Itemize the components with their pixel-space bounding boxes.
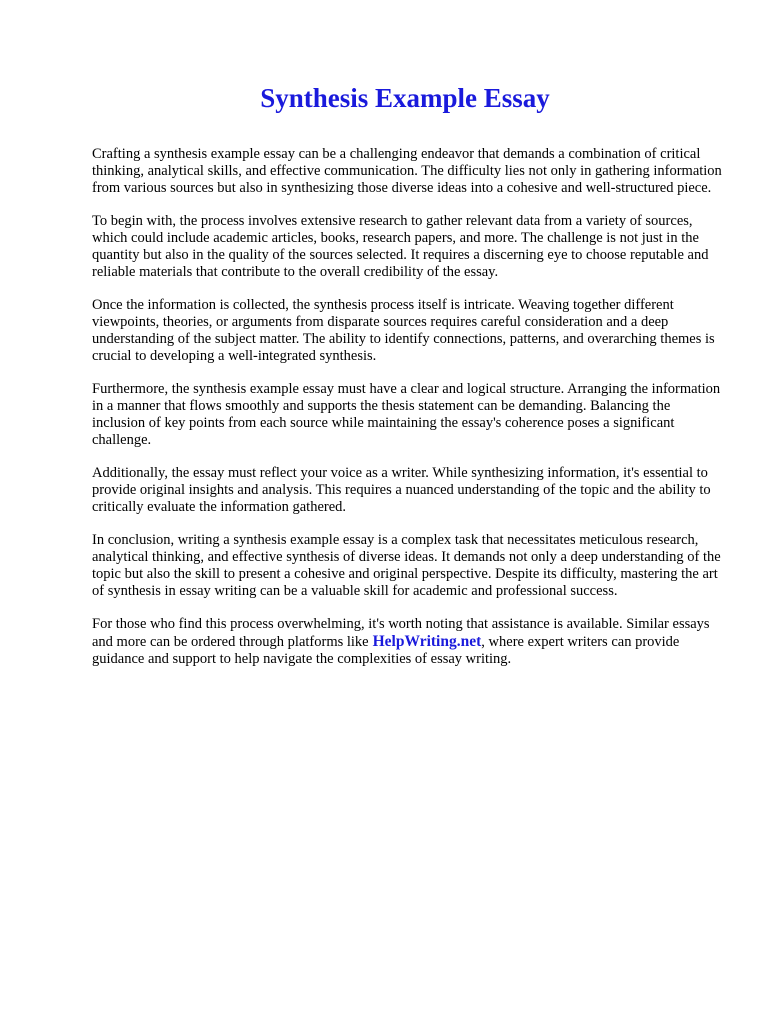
paragraph-conclusion: In conclusion, writing a synthesis example essay is a complex task that necessitates meticulous research, analytical thinking, and effective synthesis of diverse ideas. It demands not only a deep understanding of the topic but also the skill to present a cohesive and original perspective. Despite its difficulty, mastering the art of synthesis in essay writing can be a valuable skill for academic and professional success.: [92, 532, 721, 599]
paragraph-closing: [92, 616, 722, 668]
paragraph-structure: Furthermore, the synthesis example essay must have a clear and logical structure. Arranging the information in a manner that flows smoothly and supports the thesis statement can be demanding. Balancing the inclusion of key points from each source while maintaining the essay's coherence poses a significant challenge.: [92, 381, 721, 448]
essay-body: [92, 146, 722, 684]
closing-text-before-link: For those who find this process overwhelming, it's worth noting that assistance is available. Similar essays and more can be ordered through platforms like: [92, 616, 710, 650]
paragraph-research: To begin with, the process involves extensive research to gather relevant data from a variety of sources, which could include academic articles, books, research papers, and more. The challenge is not just in the quantity but also in the quality of the sources selected. It requires a discerning eye to choose reputable and reliable materials that contribute to the overall credibility of the essay.: [92, 213, 709, 280]
paragraph-synthesis-process: Once the information is collected, the synthesis process itself is intricate. Weaving together different viewpoints, theories, or arguments from disparate sources requires careful consideration and a deep understanding of the subject matter. The ability to identify connections, patterns, and overarching themes is crucial to developing a well-integrated synthesis.: [92, 297, 715, 364]
closing-text-after-link: , where expert writers can provide guidance and support to help navigate the complexities of essay writing.: [92, 634, 680, 667]
paragraph-voice: Additionally, the essay must reflect your voice as a writer. While synthesizing information, it's essential to provide original insights and analysis. This requires a nuanced understanding of the topic and the ability to critically evaluate the information gathered.: [92, 465, 711, 515]
page-title: Synthesis Example Essay: [260, 83, 550, 113]
paragraph-intro: Crafting a synthesis example essay can be a challenging endeavor that demands a combination of critical thinking, analytical skills, and effective communication. The difficulty lies not only in gathering information from various sources but also in synthesizing those diverse ideas into a cohesive and well-structured piece.: [92, 146, 722, 196]
helpwriting-link[interactable]: HelpWriting.net: [372, 633, 482, 650]
